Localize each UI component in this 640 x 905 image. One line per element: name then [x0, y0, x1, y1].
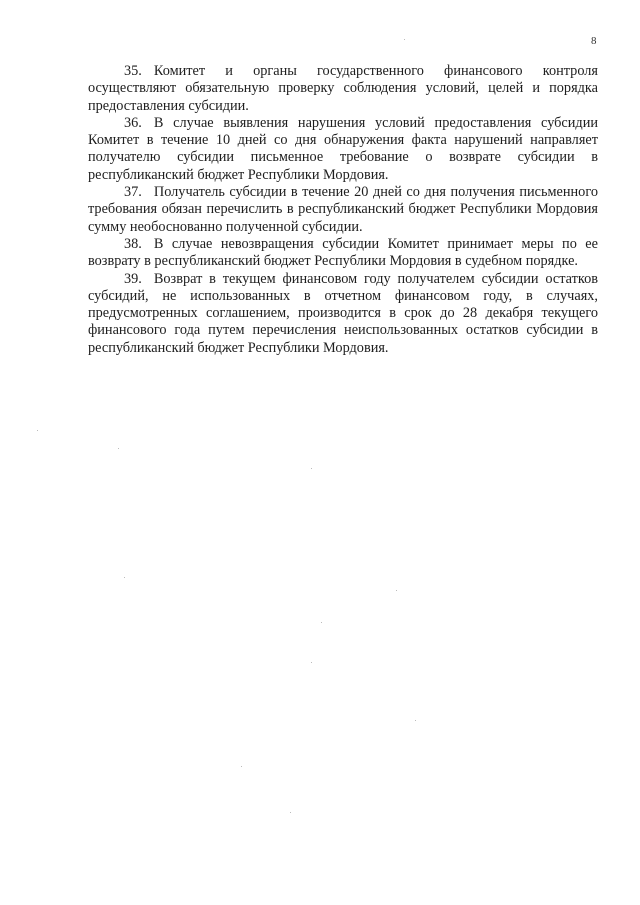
paragraph-text: В случае невозвращения субсидии Комитет принимает меры по ее возврату в республиканский бюджет Республики Мордовия в судебном порядке. — [88, 235, 598, 270]
scan-speck — [311, 468, 312, 469]
scan-speck — [37, 430, 38, 431]
document-body — [88, 63, 598, 357]
paragraph-text: Возврат в текущем финансовом году получателем субсидии остатков субсидий, не использованных в отчетном финансовом году, в случаях, предусмотренных соглашением, производится в срок до 28 декабря текущего финансового года путем перечисления неиспользованных остатков субсидии в республиканский бюджет Республики Мордовия. — [88, 270, 598, 356]
paragraph-number: 35. — [124, 63, 142, 79]
paragraph-38 — [88, 236, 598, 271]
scan-speck — [311, 662, 312, 663]
scan-speck — [321, 622, 322, 623]
scan-speck — [241, 766, 242, 767]
paragraph-39 — [88, 271, 598, 357]
scan-speck — [118, 448, 119, 449]
paragraph-number: 36. — [124, 114, 142, 131]
page-number: 8 — [591, 35, 597, 47]
paragraph-35 — [88, 63, 598, 115]
paragraph-text: Получатель субсидии в течение 20 дней со дня получения письменного требования обязан перечислить в республиканский бюджет Республики Мордовия сумму необоснованно полученной субсидии. — [88, 184, 598, 235]
scan-speck — [415, 720, 416, 721]
paragraph-number: 38. — [124, 235, 142, 252]
paragraph-text: В случае выявления нарушения условий предоставления субсидии Комитет в течение 10 дней со дня обнаружения факта нарушений направляет получателю субсидии письменное требование о возврате субсидии в республиканский бюджет Республики Мордовия. — [88, 114, 598, 183]
scan-speck — [124, 577, 125, 578]
scan-speck — [404, 39, 405, 40]
paragraph-36 — [88, 115, 598, 184]
scan-speck — [396, 590, 397, 591]
paragraph-number: 37. — [124, 184, 142, 201]
paragraph-number: 39. — [124, 270, 142, 287]
paragraph-text: Комитет и органы государственного финансового контроля осуществляют обязательную проверку соблюдения условий, целей и порядка предоставления субсидии. — [88, 63, 598, 114]
scan-speck — [290, 812, 291, 813]
paragraph-37 — [88, 184, 598, 236]
